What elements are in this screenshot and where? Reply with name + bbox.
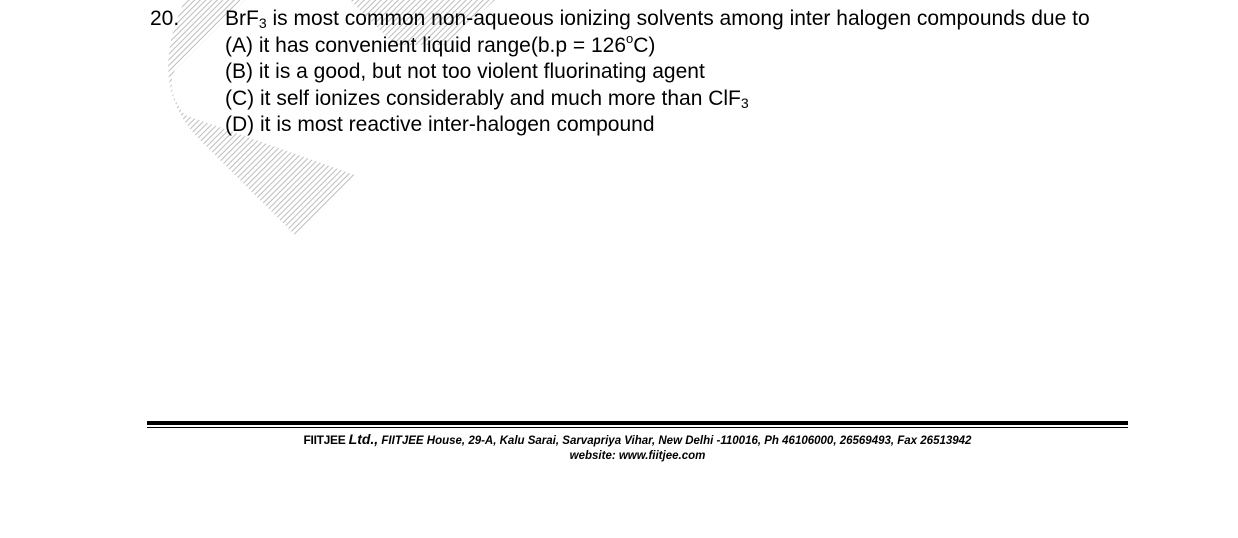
option-d: (D) it is most reactive inter-halogen compound — [225, 113, 655, 136]
option-a: (A) it has convenient liquid range(b.p = $126^oC$) — [225, 30, 656, 57]
option-c: (C) it self ionizes considerably and much more than ClF$_3$ — [225, 86, 749, 111]
question-stem — [225, 6, 1125, 33]
footer-address-line — [147, 432, 1128, 449]
option-b: (B) it is a good, but not too violent fluorinating agent — [225, 60, 705, 83]
footer-website: website: www.fiitjee.com — [569, 450, 706, 462]
stem-formula: BrF$_3$ — [225, 7, 267, 31]
page-footer — [147, 432, 1128, 464]
footer-ltd: Ltd., — [348, 431, 379, 447]
question-number: 20. — [150, 7, 180, 30]
footer-rule-thin — [147, 427, 1128, 428]
footer-rule-thick — [147, 421, 1128, 425]
stem-text: is most common non-aqueous ionizing solvents among inter halogen compounds due to — [272, 7, 1090, 30]
footer-brand: FIITJEE — [303, 433, 346, 447]
footer-address: FIITJEE House, 29-A, Kalu Sarai, Sarvapriya Vihar, New Delhi -110016, Ph 46106000, 26569493, Fax 26513942 — [381, 435, 972, 447]
